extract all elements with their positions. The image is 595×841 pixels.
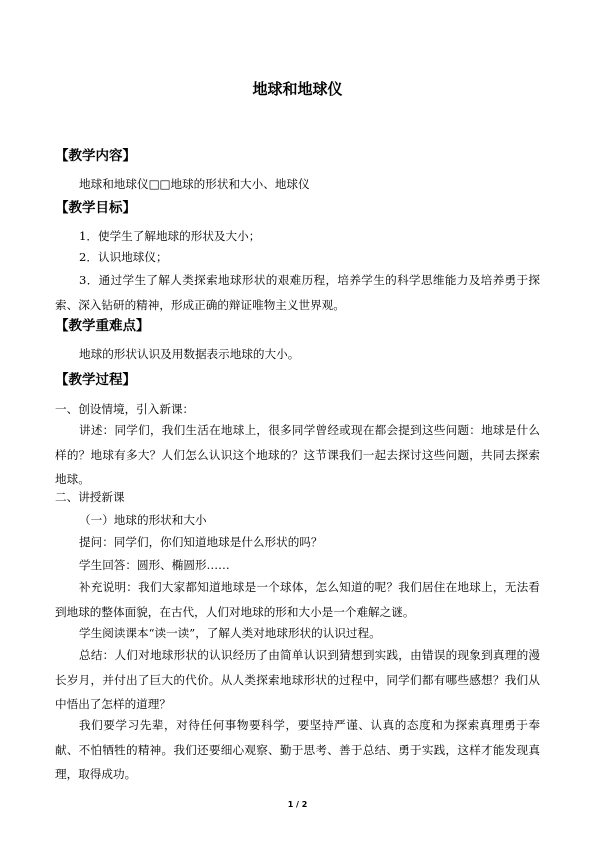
process-part1-title: 一、创设情境，引入新课：: [55, 402, 195, 416]
page-number: 1 / 2: [287, 800, 308, 809]
section-heading-goals: 【教学目标】: [55, 200, 136, 216]
process-sub1-title: （一）地球的形状和大小: [79, 513, 207, 527]
section-heading-process: 【教学过程】: [55, 372, 136, 388]
process-answer: 学生回答：圆形、椭圆形……: [79, 558, 230, 572]
process-part1-text: 讲述：同学们，我们生活在地球上，很多同学曾经或现在都会提到这些问题：地球是什么样的？地球有多大？人们怎么认识这个地球的？这节课我们一起去探讨这些问题，共同去探索地球。: [55, 423, 540, 486]
process-summary: 总结：人们对地球形状的认识经历了由简单认识到猜想到实践，由错误的现象到真理的漫长岁月，并付出了巨大的代价。从人类探索地球形状的过程中，同学们都有哪些感想？我们从中悟出了怎样的道理？: [55, 648, 540, 711]
process-question: 提问：同学们，你们知道地球是什么形状的吗？: [79, 535, 323, 549]
process-learn: 我们要学习先辈，对待任何事物要科学，要坚持严谨、认真的态度和为探索真理勇于奉献、不怕牺牲的精神。我们还要细心观察、勤于思考、善于总结、勇于实践，这样才能发现真理，取得成功。: [55, 718, 540, 781]
process-reading: 学生阅读课本“读一读”，了解人类对地球形状的认识过程。: [79, 626, 381, 640]
content-text: 地球和地球仪□□地球的形状和大小、地球仪: [79, 177, 310, 191]
goal-item-3: 3．通过学生了解人类探索地球形状的艰难历程，培养学生的科学思维能力及培养勇于探索、深入钻研的精神，形成正确的辩证唯物主义世界观。: [55, 273, 540, 312]
page-title: 地球和地球仪: [252, 80, 343, 98]
key-points-text: 地球的形状认识及用数据表示地球的大小。: [79, 347, 300, 361]
process-supplement: 补充说明：我们大家都知道地球是一个球体，怎么知道的呢？我们居住在地球上，无法看到地球的整体面貌，在古代，人们对地球的形和大小是一个难解之谜。: [55, 580, 540, 619]
goal-item-1: 1．使学生了解地球的形状及大小；: [79, 229, 261, 243]
process-part2-title: 二、讲授新课: [55, 490, 125, 504]
section-heading-content: 【教学内容】: [55, 148, 136, 164]
goal-item-2: 2．认识地球仪；: [79, 250, 168, 264]
section-heading-key-points: 【教学重难点】: [55, 318, 150, 334]
